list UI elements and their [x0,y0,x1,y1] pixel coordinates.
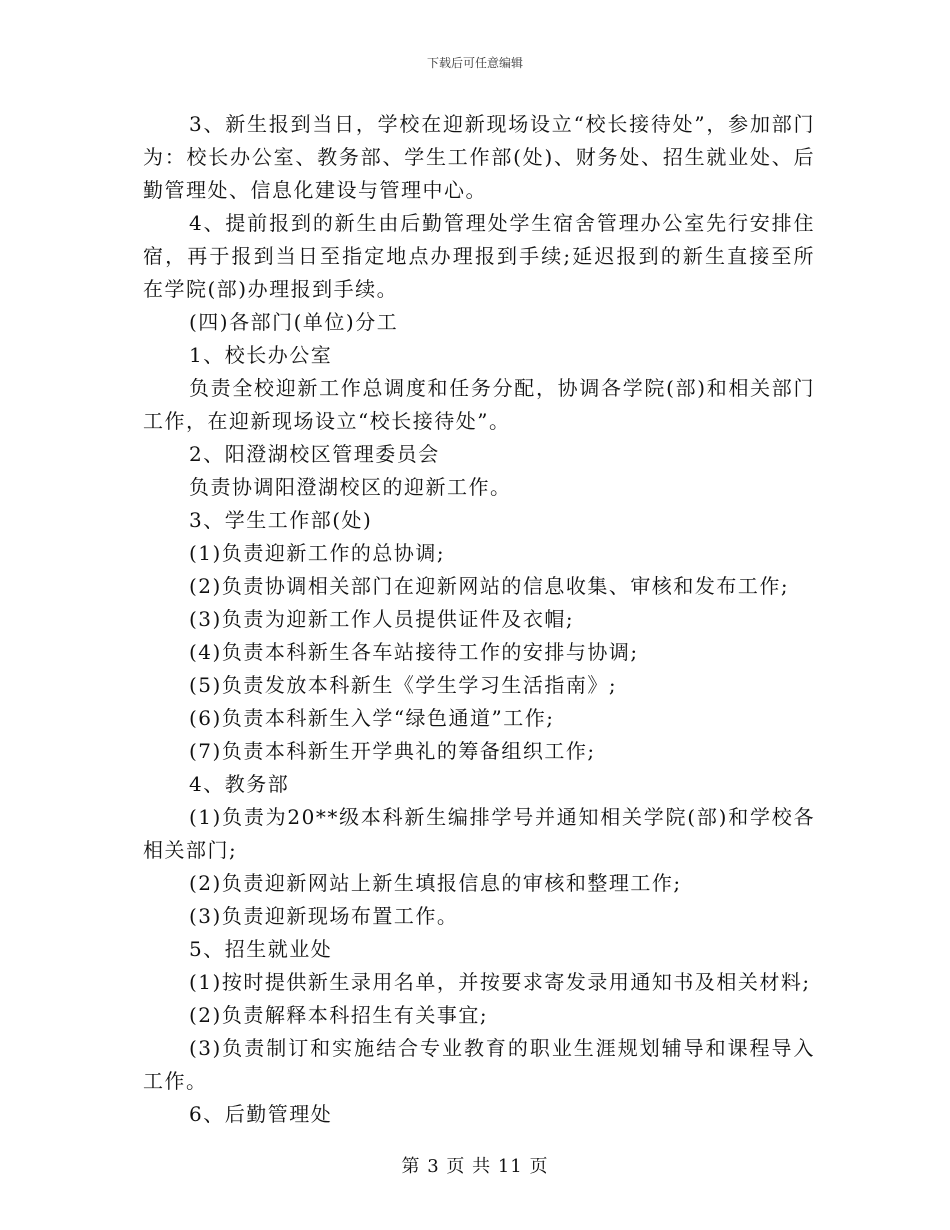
paragraph: 4、提前报到的新生由后勤管理处学生宿舍管理办公室先行安排住宿，再于报到当日至指定地点办理报到手续;延迟报到的新生直接至所在学院(部)办理报到手续。 [143,211,815,301]
list-item: (7)负责本科新生开学典礼的筹备组织工作; [189,739,596,763]
subsection-heading: 2、阳澄湖校区管理委员会 [189,442,440,466]
list-item: (6)负责本科新生入学“绿色通道”工作; [189,706,555,730]
list-item: (3)负责为迎新工作人员提供证件及衣帽; [189,607,575,631]
list-item: (3)负责制订和实施结合专业教育的职业生涯规划辅导和课程导入工作。 [143,1036,815,1093]
list-item: (2)负责协调相关部门在迎新网站的信息收集、审核和发布工作; [189,574,790,598]
page-header: 下载后可任意编辑 [426,56,523,70]
list-item: (4)负责本科新生各车站接待工作的安排与协调; [189,640,639,664]
list-item: (5)负责发放本科新生《学生学习生活指南》; [189,673,618,697]
list-item: (2)负责解释本科招生有关事宜; [189,1003,489,1027]
list-item: (1)负责迎新工作的总协调; [189,541,446,565]
page-footer: 第 3 页 共 11 页 [401,1156,549,1177]
subsection-heading: 6、后勤管理处 [189,1102,333,1126]
list-item: (2)负责迎新网站上新生填报信息的审核和整理工作; [189,871,682,895]
paragraph: 负责全校迎新工作总调度和任务分配，协调各学院(部)和相关部门工作，在迎新现场设立“校长接待处”。 [143,376,815,433]
list-item: (3)负责迎新现场布置工作。 [189,904,459,928]
paragraph: 负责协调阳澄湖校区的迎新工作。 [189,475,512,499]
subsection-heading: 5、招生就业处 [189,937,333,961]
list-item: (1)按时提供新生录用名单，并按要求寄发录用通知书及相关材料; [189,970,811,994]
subsection-heading: 4、教务部 [189,772,290,796]
list-item: (1)负责为20**级本科新生编排学号并通知相关学院(部)和学校各相关部门; [143,805,815,862]
subsection-heading: 3、学生工作部(处) [189,508,373,532]
paragraph: 3、新生报到当日，学校在迎新现场设立“校长接待处”，参加部门为：校长办公室、教务部、学生工作部(处)、财务处、招生就业处、后勤管理处、信息化建设与管理中心。 [143,112,815,202]
section-heading: (四)各部门(单位)分工 [189,310,399,334]
document-body [143,108,815,1131]
subsection-heading: 1、校长办公室 [189,343,333,367]
